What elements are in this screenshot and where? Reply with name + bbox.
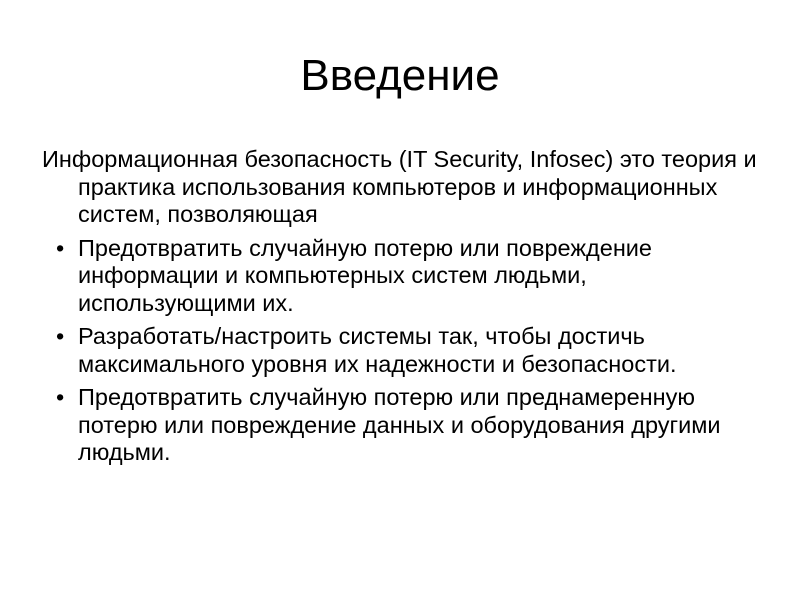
bullet-item bbox=[42, 323, 762, 378]
bullet-icon: • bbox=[56, 323, 65, 349]
slide-body bbox=[42, 146, 762, 473]
bullet-icon: • bbox=[56, 384, 65, 410]
bullet-icon: • bbox=[56, 234, 65, 261]
bullet-item bbox=[42, 235, 762, 318]
slide-title: Введение bbox=[300, 51, 500, 100]
bullet-list bbox=[42, 235, 762, 467]
bullet-text: Разработать/настроить системы так, чтобы достичь максимального уровня их надежности и безопасности. bbox=[78, 323, 677, 377]
intro-paragraph: Информационная безопасность (IT Security, Infosec) это теория и практика использования компьютеров и информационных систем, позволяющая bbox=[42, 146, 757, 227]
bullet-text: Предотвратить случайную потерю или преднамеренную потерю или повреждение данных и оборудования другими людьми. bbox=[78, 384, 721, 465]
bullet-text: Предотвратить случайную потерю или повреждение информации и компьютерных систем людьми, использующими их. bbox=[78, 234, 653, 316]
bullet-item bbox=[42, 384, 762, 467]
